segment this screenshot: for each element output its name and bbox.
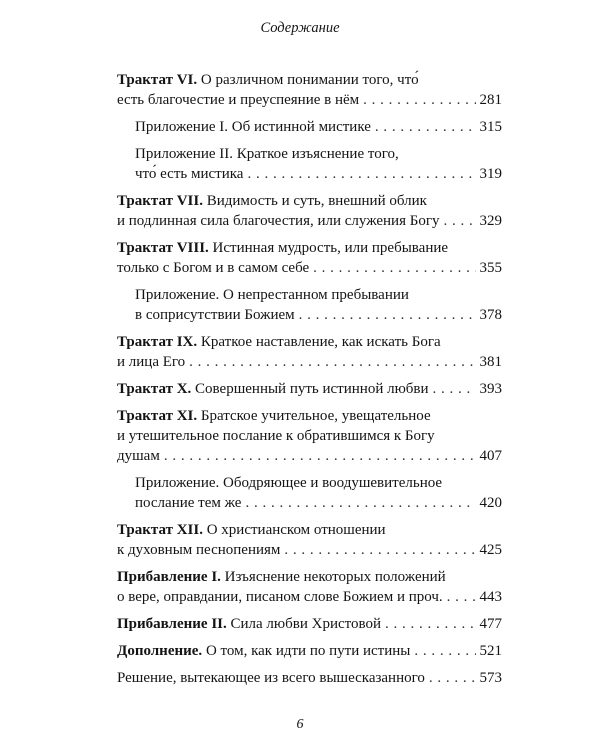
toc-entry-last-line — [117, 668, 502, 688]
dot-leader — [414, 641, 475, 661]
toc-page-number: 521 — [479, 643, 502, 659]
dot-leader — [189, 352, 475, 372]
dot-leader — [164, 446, 476, 466]
toc-entry-label: Трактат X. — [117, 381, 192, 397]
toc-page-number: 393 — [479, 381, 502, 397]
toc-entry-last-line — [117, 379, 502, 399]
toc-entry-line — [117, 567, 502, 587]
toc-entry-last-line — [117, 258, 502, 278]
toc-entry-last-line — [117, 446, 502, 466]
toc-entry-line — [135, 473, 502, 493]
toc-entry-last-line — [117, 641, 502, 661]
dot-leader — [313, 258, 475, 278]
toc-entry-text: Изъяснение некоторых положений — [224, 569, 446, 585]
toc-page-number: 381 — [479, 354, 502, 370]
toc-entry-text: есть благочестие и преуспеяние в нём — [117, 92, 360, 108]
dot-leader — [447, 587, 476, 607]
toc-entry — [117, 332, 502, 372]
dot-leader — [363, 90, 475, 110]
toc-entry-text: Совершенный путь истинной любви — [195, 381, 429, 397]
toc-entry-text: О различном понимании того, что́ — [200, 72, 419, 88]
dot-leader — [433, 379, 476, 399]
toc-entry-last-line — [135, 305, 502, 325]
toc-entry-text: что́ есть мистика — [135, 166, 244, 182]
toc-entry-line — [135, 285, 502, 305]
toc-entry-text: и подлинная сила благочестия, или служения Богу — [117, 213, 440, 229]
dot-leader — [375, 117, 476, 137]
dot-leader — [245, 493, 475, 513]
toc-entry-text: и утешительное послание к обратившимся к Богу — [117, 428, 435, 444]
running-header: Содержание — [260, 20, 340, 36]
toc-entry-label: Трактат VI. — [117, 72, 198, 88]
toc-entry-last-line — [135, 493, 502, 513]
table-of-contents — [117, 70, 502, 695]
toc-entry-label: Трактат VII. — [117, 193, 203, 209]
toc-entry — [117, 668, 502, 688]
toc-entry-label: Трактат XII. — [117, 522, 203, 538]
toc-entry-line — [117, 406, 502, 426]
toc-entry-text: душам — [117, 448, 160, 464]
toc-entry-text: Сила любви Христовой — [230, 616, 381, 632]
toc-entry — [117, 238, 502, 278]
toc-entry-text: о вере, оправдании, писаном слове Божием и проч. — [117, 589, 443, 605]
toc-entry — [135, 144, 502, 184]
page-number: 6 — [296, 717, 304, 732]
dot-leader — [429, 668, 476, 688]
toc-entry-last-line — [117, 587, 502, 607]
toc-entry-line — [117, 70, 502, 90]
toc-entry-last-line — [117, 90, 502, 110]
toc-entry-line — [117, 238, 502, 258]
toc-entry-text: и лица Его — [117, 354, 186, 370]
dot-leader — [385, 614, 476, 634]
toc-entry-last-line — [117, 614, 502, 634]
toc-entry-text: Решение, вытекающее из всего вышесказанного — [117, 670, 425, 686]
dot-leader — [299, 305, 476, 325]
toc-entry-last-line — [135, 117, 502, 137]
toc-entry-last-line — [117, 352, 502, 372]
toc-entry-text: О том, как идти по пути истины — [205, 643, 411, 659]
toc-entry-text: в соприсутствии Божием — [135, 307, 295, 323]
toc-entry-text: Приложение. Ободряющее и воодушевительное — [135, 475, 443, 491]
toc-entry-text: послание тем же — [135, 495, 242, 511]
toc-entry — [135, 285, 502, 325]
toc-entry — [117, 520, 502, 560]
toc-entry-last-line — [117, 540, 502, 560]
toc-entry-label: Трактат XI. — [117, 408, 198, 424]
toc-page-number: 407 — [479, 448, 502, 464]
toc-entry — [135, 117, 502, 137]
toc-entry — [117, 641, 502, 661]
toc-entry-text: Истинная мудрость, или пребывание — [212, 240, 449, 256]
toc-entry-line — [117, 332, 502, 352]
toc-entry-text: Краткое наставление, как искать Бога — [200, 334, 441, 350]
toc-entry-last-line — [135, 164, 502, 184]
toc-entry-text: О христианском отношении — [206, 522, 386, 538]
toc-entry — [117, 614, 502, 634]
toc-entry-label: Прибавление I. — [117, 569, 221, 585]
toc-page-number: 573 — [479, 670, 502, 686]
toc-page-number: 355 — [479, 260, 502, 276]
toc-page-number: 329 — [479, 213, 502, 229]
toc-page-number: 477 — [479, 616, 502, 632]
toc-entry-label: Трактат VIII. — [117, 240, 209, 256]
toc-entry-text: Приложение I. Об истинной мистике — [135, 119, 371, 135]
toc-page-number: 281 — [479, 92, 502, 108]
toc-entry-line — [117, 191, 502, 211]
toc-page-number: 425 — [479, 542, 502, 558]
dot-leader — [247, 164, 475, 184]
toc-entry-text: Приложение. О непрестанном пребывании — [135, 287, 409, 303]
toc-entry — [117, 406, 502, 466]
toc-entry — [135, 473, 502, 513]
toc-entry-last-line — [117, 211, 502, 231]
toc-page-number: 420 — [479, 495, 502, 511]
dot-leader — [284, 540, 475, 560]
toc-entry-label: Прибавление II. — [117, 616, 227, 632]
toc-entry — [117, 379, 502, 399]
toc-page-number: 378 — [479, 307, 502, 323]
toc-page-number: 319 — [479, 166, 502, 182]
toc-entry-label: Трактат IX. — [117, 334, 198, 350]
toc-entry — [117, 191, 502, 231]
toc-entry-line — [117, 426, 502, 446]
toc-entry-text: только с Богом и в самом себе — [117, 260, 310, 276]
toc-entry — [117, 567, 502, 607]
toc-entry — [117, 70, 502, 110]
toc-page-number: 315 — [479, 119, 502, 135]
toc-entry-text: к духовным песнопениям — [117, 542, 281, 558]
toc-entry-text: Братское учительное, увещательное — [200, 408, 431, 424]
toc-entry-line — [135, 144, 502, 164]
toc-entry-text: Видимость и суть, внешний облик — [206, 193, 427, 209]
toc-page-number: 443 — [479, 589, 502, 605]
toc-entry-text: Приложение II. Краткое изъяснение того, — [135, 146, 399, 162]
toc-entry-label: Дополнение. — [117, 643, 203, 659]
dot-leader — [444, 211, 476, 231]
toc-entry-line — [117, 520, 502, 540]
